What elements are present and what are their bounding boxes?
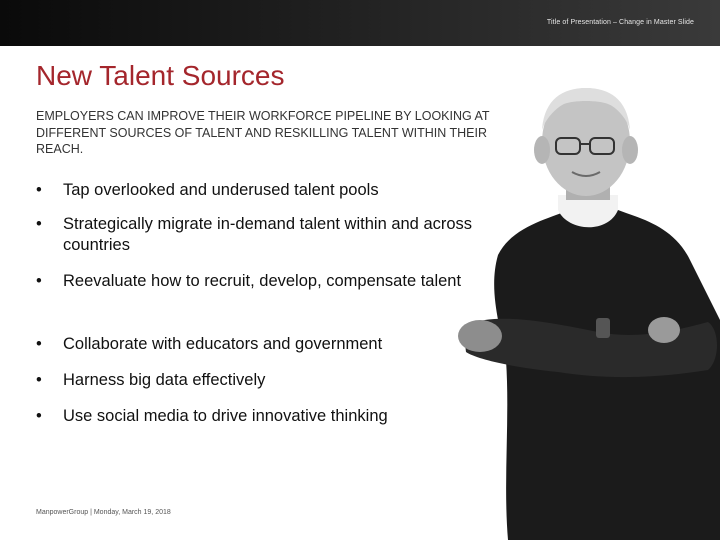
bullet-point-icon: •: [36, 371, 42, 389]
bullet-text: Collaborate with educators and government: [63, 335, 383, 353]
left-ear-shape: [534, 136, 550, 164]
bullet-point-icon: •: [36, 215, 42, 233]
watch-shape: [596, 318, 610, 338]
bullet-text: Harness big data effectively: [63, 371, 266, 389]
person-photo: [458, 60, 720, 540]
header-bar: [0, 0, 720, 46]
left-hand-shape: [458, 320, 502, 352]
footer-text: ManpowerGroup | Monday, March 19, 2018: [36, 509, 171, 516]
slide-title: New Talent Sources: [36, 60, 285, 91]
bullet-point-icon: •: [36, 407, 42, 425]
bullet-text: Reevaluate how to recruit, develop, compensate talent: [63, 272, 462, 290]
slide-subtitle: EMPLOYERS CAN IMPROVE THEIR WORKFORCE PIPELINE BY LOOKING AT DIFFERENT SOURCES OF TALENT AND RESKILLING TALENT WITHIN THEIR REACH.: [36, 109, 490, 156]
bullet-text: Tap overlooked and underused talent pools: [63, 181, 379, 199]
bullet-text: Strategically migrate in-demand talent within and across countries: [63, 215, 473, 254]
right-ear-shape: [622, 136, 638, 164]
presentation-title: Title of Presentation – Change in Master Slide: [546, 19, 694, 26]
bullet-point-icon: •: [36, 335, 42, 353]
bullet-text: Use social media to drive innovative thinking: [63, 407, 388, 425]
bullet-point-icon: •: [36, 272, 42, 290]
right-hand-shape: [648, 317, 680, 343]
bullet-point-icon: •: [36, 181, 42, 199]
